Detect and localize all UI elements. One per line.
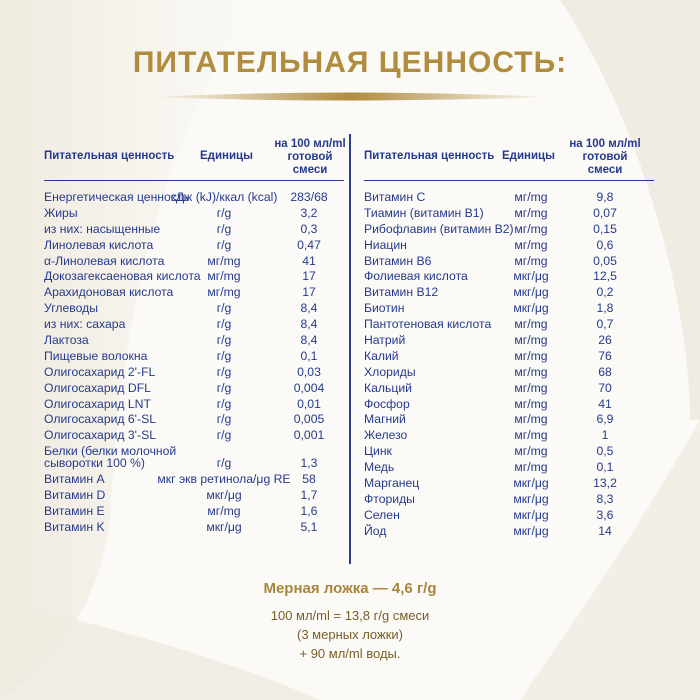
table-row [364, 238, 654, 254]
right-header-per100-line1: на 100 мл/ml [569, 138, 641, 150]
nutrient-unit: г/g [216, 456, 232, 471]
table-row [44, 397, 344, 413]
nutrient-name: Марганец [364, 476, 420, 491]
table-row [364, 301, 654, 317]
nutrient-value: 1,6 [300, 504, 318, 519]
nutrient-value: 0,005 [293, 412, 325, 427]
nutrient-name: Витамин В6 [364, 253, 432, 268]
nutrient-value: 0,7 [596, 317, 614, 332]
nutrient-unit: мг/mg [514, 317, 548, 332]
nutrient-value: 0,2 [596, 285, 614, 300]
nutrient-value: 0,1 [596, 460, 614, 475]
nutrient-name: Арахидоновая кислота [44, 285, 174, 300]
table-row [44, 301, 344, 317]
nutrient-unit: мкг/μg [513, 301, 549, 316]
nutrient-value: 58 [302, 472, 316, 487]
nutrient-value: 0,004 [293, 380, 325, 395]
nutrient-name: Енергетическая ценность [44, 190, 189, 204]
table-row [44, 349, 344, 365]
nutrient-unit: мкг/μg [206, 519, 242, 534]
table-row [364, 381, 654, 397]
right-nutrient-table [364, 190, 654, 540]
table-row [364, 269, 654, 285]
nutrient-name: Олигосахарид 2'-FL [44, 364, 156, 379]
nutrient-name: Тиамин (витамин В1) [364, 205, 484, 220]
nutrient-name: Витамин E [44, 504, 105, 519]
nutrient-unit: мг/mg [514, 348, 548, 363]
nutrient-value: 0,5 [596, 444, 614, 459]
table-row [364, 508, 654, 524]
table-row [44, 412, 344, 428]
nutrient-unit: мг/mg [207, 253, 241, 268]
nutrient-name: Фториды [364, 491, 415, 506]
nutrient-unit: г/g [216, 396, 232, 411]
table-row [364, 412, 654, 428]
left-header-nutrient: Питательная ценность [44, 150, 175, 162]
nutrient-unit: г/g [216, 237, 232, 252]
table-row [44, 269, 344, 285]
left-header-per100 [270, 138, 350, 177]
table-row [364, 254, 654, 270]
nutrient-name: Витамин А [44, 472, 105, 487]
nutrient-value: 0,07 [593, 205, 617, 220]
nutrient-unit: мг/mg [514, 364, 548, 379]
table-row [44, 520, 344, 536]
nutrient-unit: мг/mg [514, 460, 548, 475]
table-row [364, 349, 654, 365]
nutrient-unit: мг/mg [514, 253, 548, 268]
preparation-line-2: (3 мерных ложки) [297, 627, 403, 642]
nutrient-value: 0,3 [300, 221, 318, 236]
nutrient-name: Белки (белки молочной сыворотки 100 %) [44, 444, 177, 471]
nutrient-unit: мкг/μg [513, 523, 549, 538]
nutrient-name: Витамин C [364, 190, 426, 204]
nutrient-name: Железо [364, 428, 408, 443]
nutrient-unit: мг/mg [514, 380, 548, 395]
table-row [364, 444, 654, 460]
nutrient-value: 3,6 [596, 507, 614, 522]
nutrient-unit: мг/mg [514, 221, 548, 236]
left-header-rule [44, 180, 344, 181]
nutrient-value: 9,8 [596, 190, 614, 204]
nutrient-value: 1 [601, 428, 609, 443]
nutrient-value: 1,8 [596, 301, 614, 316]
nutrient-name: Цинк [364, 444, 392, 459]
right-header-per100 [565, 138, 645, 177]
table-row [364, 476, 654, 492]
nutrient-value: 41 [598, 396, 612, 411]
title-underline [150, 90, 550, 104]
nutrient-value: 8,4 [300, 301, 318, 316]
nutrient-name: Олигосахарид LNT [44, 396, 151, 411]
table-row [44, 206, 344, 222]
nutrient-value: 0,15 [593, 221, 617, 236]
nutrient-name: Витамин K [44, 519, 105, 534]
nutrient-name: Магний [364, 412, 406, 427]
nutrient-unit: г/g [216, 221, 232, 236]
nutrient-value: 0,001 [293, 428, 325, 443]
left-header-per100-line1: на 100 мл/ml [274, 138, 346, 150]
nutrient-unit: мг/mg [514, 412, 548, 427]
nutrient-value: 17 [302, 269, 316, 284]
table-row [44, 472, 344, 488]
nutrient-unit: г/g [216, 364, 232, 379]
nutrient-name: Фолиевая кислота [364, 269, 468, 284]
left-header-units: Единицы [200, 150, 253, 162]
nutrient-value: 76 [598, 348, 612, 363]
right-header-nutrient: Питательная ценность [364, 150, 495, 162]
table-row [364, 492, 654, 508]
nutrient-unit: г/g [216, 301, 232, 316]
nutrient-name: Хлориды [364, 364, 416, 379]
table-row [364, 285, 654, 301]
nutrient-unit: г/g [216, 333, 232, 348]
table-row [44, 285, 344, 301]
right-header-per100-line2: готовой смеси [582, 151, 628, 176]
table-row [364, 365, 654, 381]
nutrient-unit: мг/mg [514, 333, 548, 348]
nutrient-unit: г/g [216, 428, 232, 443]
nutrient-value: 8,4 [300, 317, 318, 332]
nutrient-value: 8,4 [300, 333, 318, 348]
table-row [364, 222, 654, 238]
nutrient-name: из них: сахара [44, 317, 126, 332]
right-header-rule [364, 180, 654, 181]
table-row [364, 190, 654, 206]
nutrient-unit: мкг/μg [513, 269, 549, 284]
nutrient-name: Йод [364, 523, 387, 538]
table-row [44, 428, 344, 444]
nutrient-name: Натрий [364, 333, 406, 348]
nutrient-name: Олигосахарид 3'-SL [44, 428, 156, 443]
table-row [44, 222, 344, 238]
nutrient-value: 1,3 [300, 456, 318, 471]
table-row [44, 381, 344, 397]
nutrient-name: Лактоза [44, 333, 89, 348]
nutrient-value: 0,05 [593, 253, 617, 268]
nutrient-unit: мг/mg [514, 444, 548, 459]
nutrient-name: из них: насыщенные [44, 221, 161, 236]
nutrient-unit: мкг экв ретинола/μg RE [157, 472, 291, 487]
left-nutrient-table [44, 190, 344, 536]
nutrient-unit: кДж (kJ)/ккал (kcal) [170, 190, 278, 204]
nutrient-value: 0,03 [297, 364, 321, 379]
nutrient-unit: мг/mg [514, 428, 548, 443]
nutrient-value: 283/68 [290, 190, 328, 204]
table-row [364, 524, 654, 540]
right-header-units: Единицы [502, 150, 555, 162]
nutrient-value: 3,2 [300, 205, 318, 220]
nutrient-unit: мг/mg [514, 205, 548, 220]
page-title: ПИТАТЕЛЬНАЯ ЦЕННОСТЬ: [132, 46, 568, 79]
table-row [44, 504, 344, 520]
nutrient-name: Биотин [364, 301, 405, 316]
table-row [364, 428, 654, 444]
nutrient-name: Олигосахарид DFL [44, 380, 151, 395]
nutrient-value: 1,7 [300, 488, 318, 503]
nutrient-unit: мг/mg [207, 269, 241, 284]
nutrient-name: Линолевая кислота [44, 237, 154, 252]
nutrient-unit: мкг/μg [513, 476, 549, 491]
nutrient-name: Витамин D [44, 488, 106, 503]
preparation-line-1: 100 мл/ml = 13,8 г/g смеси [270, 608, 430, 623]
nutrient-name: Селен [364, 507, 400, 522]
table-row [44, 488, 344, 504]
nutrient-unit: мкг/μg [513, 285, 549, 300]
nutrient-unit: мг/mg [514, 190, 548, 204]
table-row [44, 333, 344, 349]
nutrient-name: Калий [364, 348, 399, 363]
table-row [44, 317, 344, 333]
nutrient-name: Пантотеновая кислота [364, 317, 492, 332]
nutrient-name: Пищевые волокна [44, 348, 148, 363]
nutrient-value: 0,1 [300, 348, 318, 363]
table-row [364, 460, 654, 476]
nutrient-value: 70 [598, 380, 612, 395]
table-row [44, 365, 344, 381]
nutrient-unit: мкг/μg [206, 488, 242, 503]
nutrient-unit: г/g [216, 380, 232, 395]
left-header-per100-line2: готовой смеси [287, 151, 333, 176]
nutrient-unit: г/g [216, 205, 232, 220]
nutrient-name: Олигосахарид 6'-SL [44, 412, 156, 427]
table-row [44, 254, 344, 270]
table-row [44, 238, 344, 254]
nutrient-unit: г/g [216, 348, 232, 363]
nutrient-unit: мг/mg [514, 396, 548, 411]
nutrient-value: 0,47 [297, 237, 321, 252]
table-row [364, 317, 654, 333]
nutrient-name: Углеводы [44, 301, 98, 316]
nutrient-unit: мг/mg [207, 285, 241, 300]
nutrient-name: Докозагексаеновая кислота [44, 269, 201, 284]
nutrient-name: Ниацин [364, 237, 407, 252]
nutrient-unit: мкг/μg [513, 507, 549, 522]
nutrient-value: 0,01 [297, 396, 321, 411]
nutrient-value: 8,3 [596, 491, 614, 506]
nutrient-value: 5,1 [300, 519, 318, 534]
nutrient-name: Рибофлавин (витамин В2) [364, 221, 514, 236]
table-row [364, 206, 654, 222]
nutrient-value: 13,2 [593, 476, 617, 491]
nutrient-value: 0,6 [596, 237, 614, 252]
nutrient-value: 68 [598, 364, 612, 379]
nutrient-value: 6,9 [596, 412, 614, 427]
table-row [364, 397, 654, 413]
nutrient-name: Витамин В12 [364, 285, 439, 300]
nutrient-value: 41 [302, 253, 316, 268]
nutrient-name: Медь [364, 460, 395, 475]
nutrient-name: α-Линолевая кислота [44, 253, 165, 268]
table-row [364, 333, 654, 349]
scoop-weight: Мерная ложка — 4,6 г/g [263, 580, 437, 597]
nutrient-unit: мкг/μg [513, 491, 549, 506]
column-divider [349, 134, 351, 564]
nutrient-unit: г/g [216, 317, 232, 332]
nutrient-unit: мг/mg [207, 504, 241, 519]
nutrient-value: 14 [598, 523, 612, 538]
preparation-line-3: + 90 мл/ml воды. [299, 646, 401, 661]
nutrient-name: Жиры [44, 205, 78, 220]
table-row [44, 190, 344, 206]
nutrient-name: Фосфор [364, 396, 410, 411]
nutrient-name: Кальций [364, 380, 412, 395]
nutrient-value: 12,5 [593, 269, 617, 284]
nutrient-unit: мг/mg [514, 237, 548, 252]
nutrient-value: 26 [598, 333, 612, 348]
nutrient-value: 17 [302, 285, 316, 300]
table-row [44, 444, 344, 472]
nutrient-unit: г/g [216, 412, 232, 427]
